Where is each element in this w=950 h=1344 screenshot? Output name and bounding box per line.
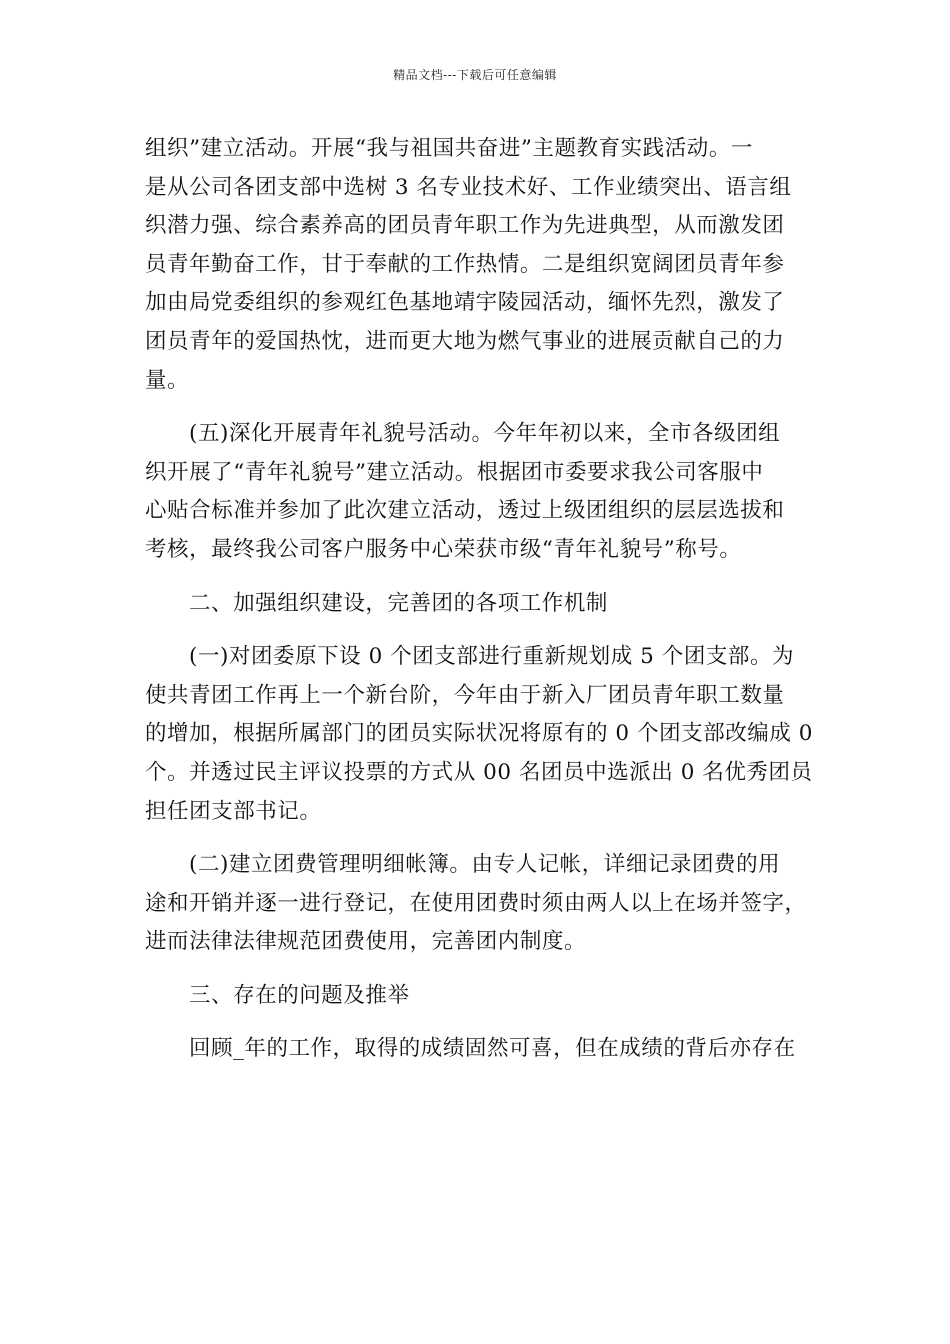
paragraph — [145, 415, 825, 569]
text-line: 回顾_年的工作，取得的成绩固然可喜，但在成绩的背后亦存在 — [189, 1036, 796, 1062]
paragraph — [145, 585, 825, 624]
text-line: 组织”建立活动。开展“我与祖国共奋进”主题教育实践活动。一 — [145, 136, 753, 161]
text-line: 织潜力强、综合素养高的团员青年职工作为先进典型，从而激发团 — [145, 213, 785, 239]
paragraph — [145, 846, 825, 962]
text-line: 三、存在的问题及推举 — [189, 982, 410, 1008]
text-line: 员青年勤奋工作，甘于奉献的工作热情。二是组织宽阔团员青年参 — [145, 251, 785, 277]
text-line: 进而法律法律规范团费使用，完善团内制度。 — [145, 929, 587, 955]
text-line: 担任团支部书记。 — [145, 798, 322, 824]
text-line: 团员青年的爱国热忱，进而更大地为燃气事业的进展贡献自己的力 — [145, 328, 785, 354]
paragraph — [145, 638, 825, 831]
text-line: 个。并透过民主评议投票的方式从 00 名团员中选派出 0 名优秀团员 — [145, 759, 813, 785]
text-line: 途和开销并逐一进行登记，在使用团费时须由两人以上在场并签字， — [145, 890, 807, 916]
text-line: 的增加，根据所属部门的团员实际状况将原有的 0 个团支部改编成 0 — [145, 721, 814, 747]
text-line: 织开展了“青年礼貌号”建立活动。根据团市委要求我公司客服中 — [145, 459, 764, 485]
text-line: 是从公司各团支部中选树 3 名专业技术好、工作业绩突出、语言组 — [145, 174, 792, 200]
paragraph — [145, 130, 825, 400]
text-line: (二)建立团费管理明细帐簿。由专人记帐，详细记录团费的用 — [189, 852, 781, 878]
page-header: 精品文档---下载后可任意编辑 — [393, 68, 557, 82]
text-line: 心贴合标准并参加了此次建立活动，透过上级团组织的层层选拔和 — [145, 498, 785, 524]
paragraph — [145, 977, 825, 1016]
paragraph — [145, 1030, 825, 1069]
document-body — [145, 130, 825, 1084]
text-line: 使共青团工作再上一个新台阶，今年由于新入厂团员青年职工数量 — [145, 682, 785, 708]
text-line: 量。 — [145, 367, 190, 393]
text-line: 二、加强组织建设，完善团的各项工作机制 — [189, 590, 608, 616]
text-line: 考核，最终我公司客户服务中心荣获市级“青年礼貌号”称号。 — [145, 536, 742, 562]
text-line: 加由局党委组织的参观红色基地靖宇陵园活动，缅怀先烈，激发了 — [145, 290, 785, 316]
text-line: (五)深化开展青年礼貌号活动。今年年初以来，全市各级团组 — [189, 421, 781, 447]
text-line: (一)对团委原下设 0 个团支部进行重新规划成 5 个团支部。为 — [189, 644, 795, 670]
